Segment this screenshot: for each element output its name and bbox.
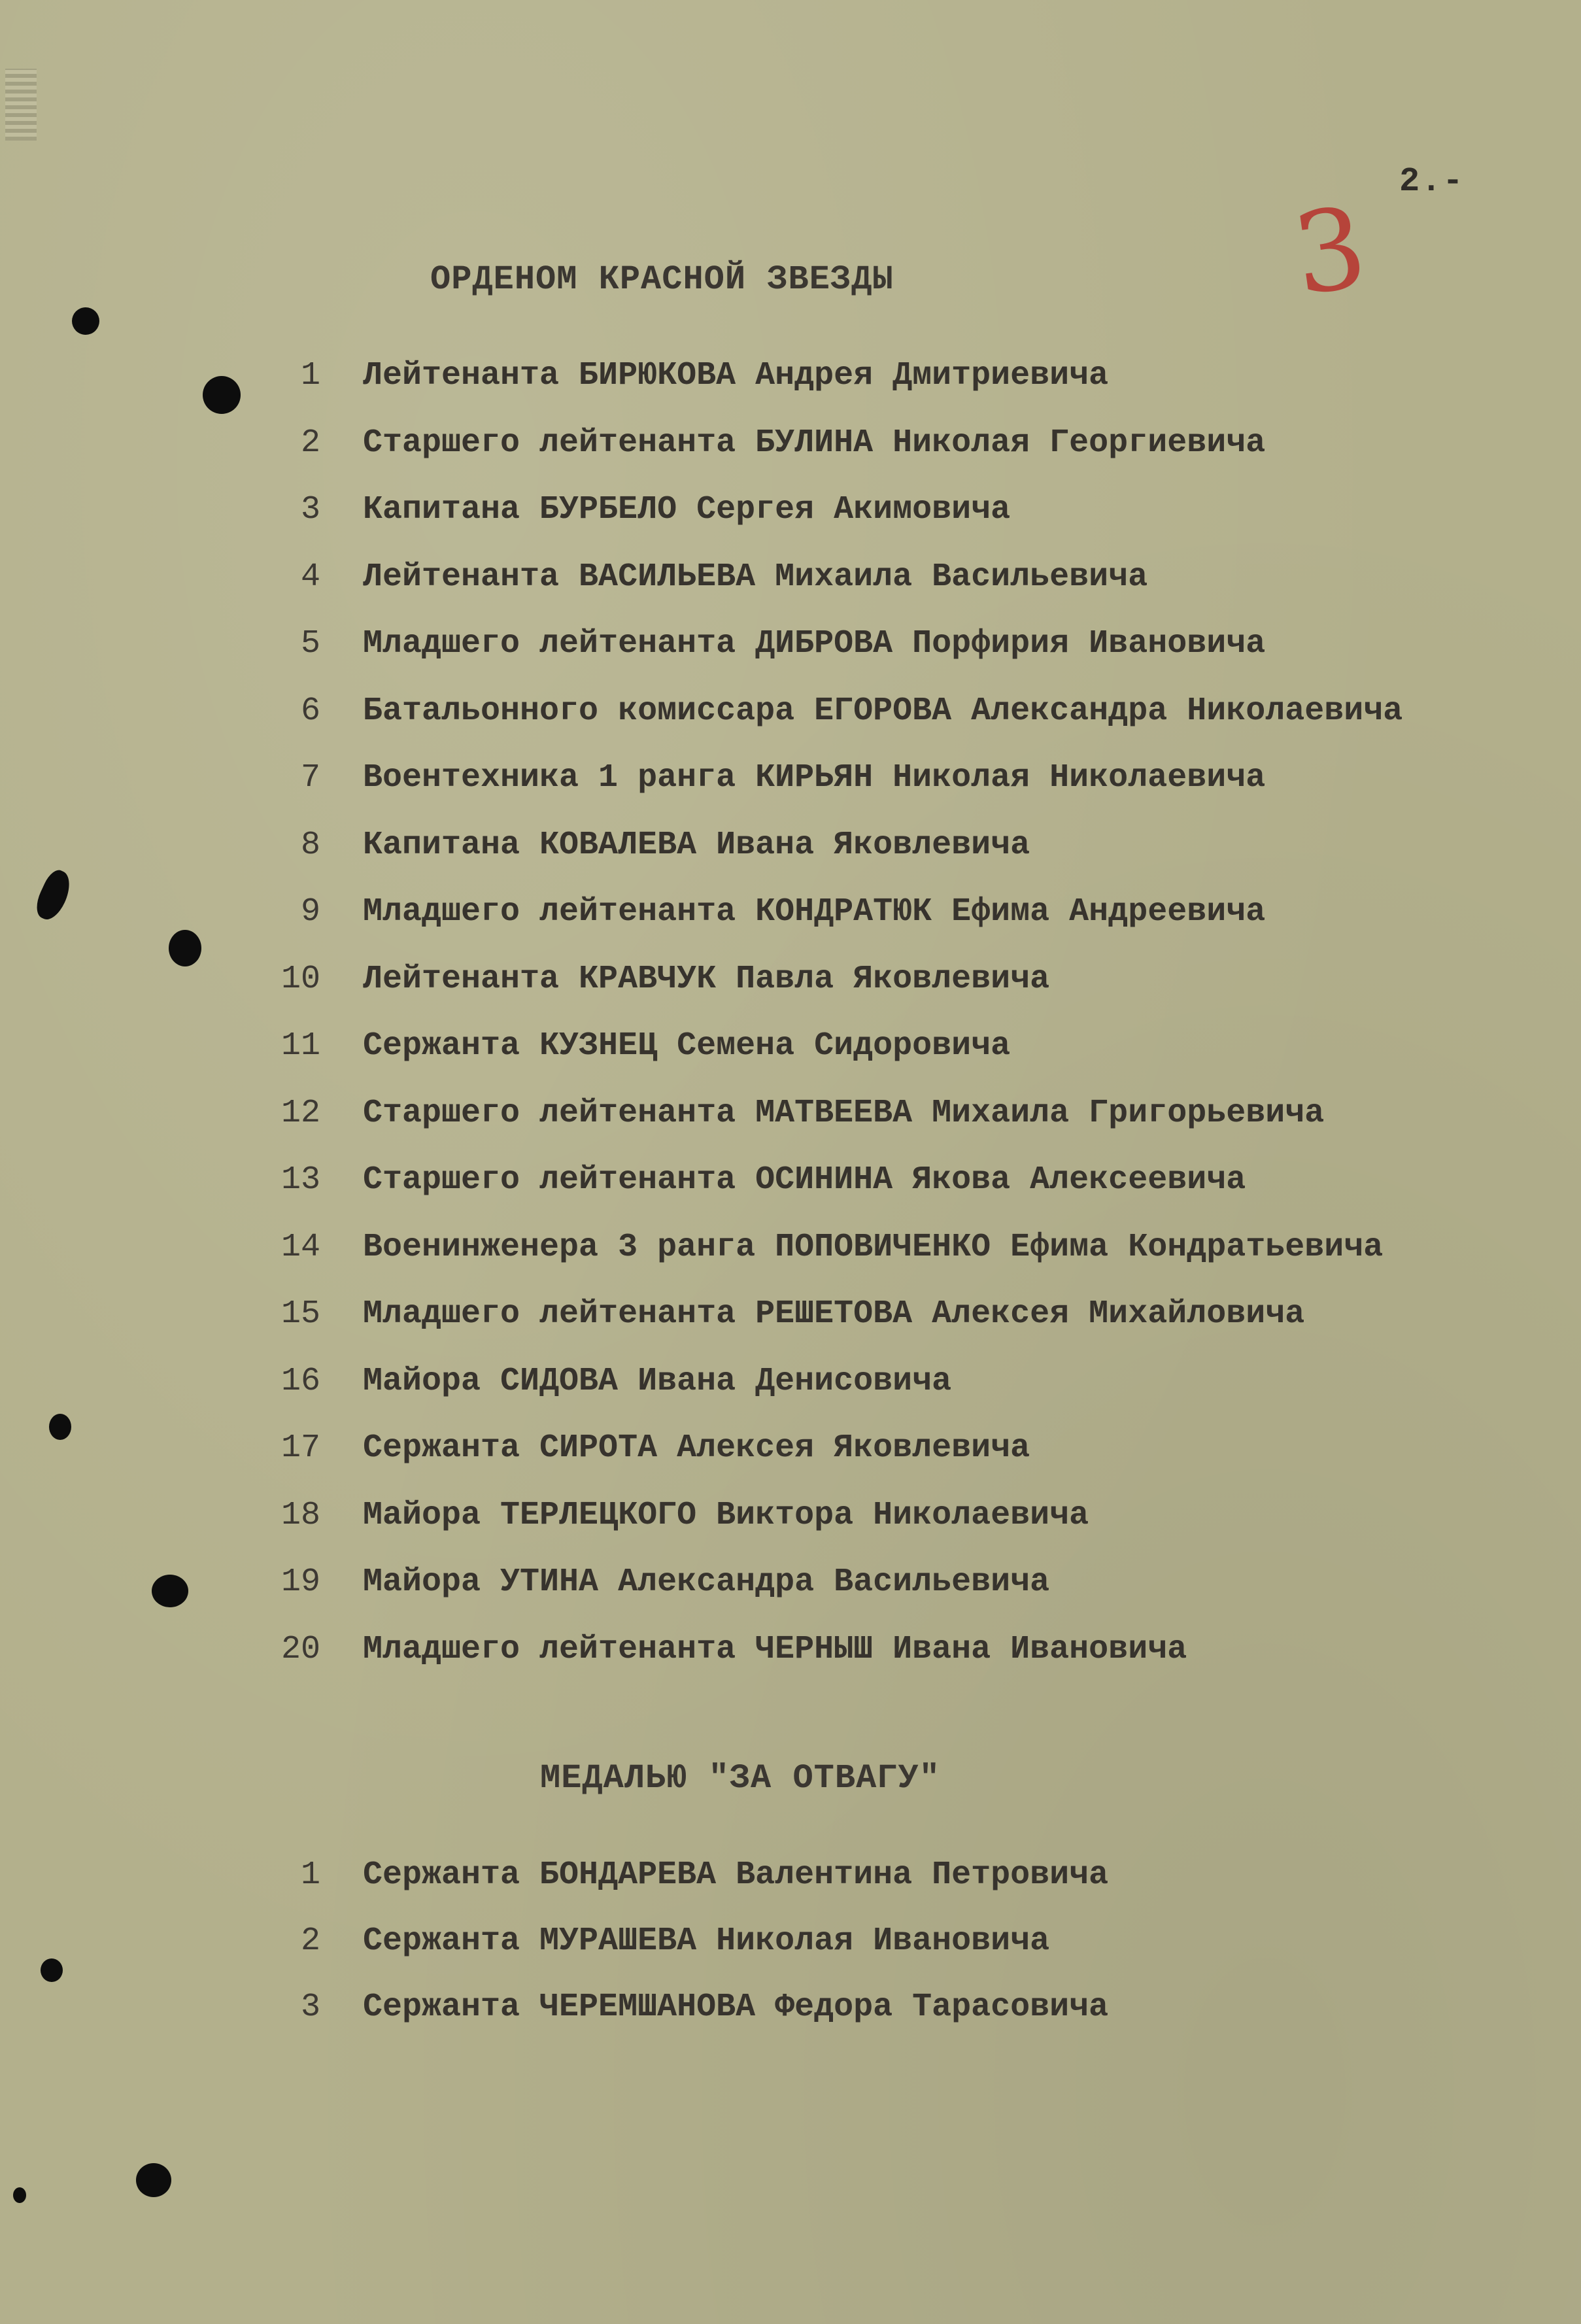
awardee-name: Майора ТЕРЛЕЦКОГО Виктора Николаевича [363,1496,1089,1534]
item-number: 14 [280,1228,320,1266]
punch-hole [13,2187,26,2203]
item-number: 18 [280,1496,320,1534]
punch-hole [72,307,99,335]
item-number: 1 [300,1856,320,1894]
awardee-name: Старшего лейтенанта МАТВЕЕВА Михаила Григорьевича [363,1094,1325,1132]
item-number: 10 [280,960,320,998]
punch-hole [169,930,201,966]
awardee-name: Младшего лейтенанта ЧЕРНЫШ Ивана Ивановича [363,1630,1187,1668]
item-number: 9 [300,893,320,931]
item-number: 11 [280,1027,320,1065]
awardee-name: Старшего лейтенанта БУЛИНА Николая Георгиевича [363,424,1266,462]
item-number: 19 [280,1564,320,1601]
punch-hole [41,1958,63,1982]
awardee-name: Лейтенанта КРАВЧУК Павла Яковлевича [363,960,1050,998]
awardee-name: Военинженера 3 ранга ПОПОВИЧЕНКО Ефима Кондратьевича [363,1228,1384,1266]
item-number: 16 [280,1362,320,1400]
awardee-name: Сержанта БОНДАРЕВА Валентина Петровича [363,1856,1109,1894]
item-number: 17 [280,1429,320,1467]
awardee-name: Лейтенанта ВАСИЛЬЕВА Михаила Васильевича [363,558,1148,596]
torn-edge-texture [5,69,37,141]
punch-hole [152,1575,188,1607]
awardee-name: Младшего лейтенанта ДИБРОВА Порфирия Ивановича [363,625,1266,662]
item-number: 7 [300,759,320,796]
item-number: 3 [300,491,320,528]
page-number: 2.- [1399,162,1465,201]
awardee-name: Младшего лейтенанта РЕШЕТОВА Алексея Михайловича [363,1295,1305,1333]
item-number: 3 [300,1989,320,2026]
awardee-name: Майора СИДОВА Ивана Денисовича [363,1362,952,1400]
item-number: 2 [300,1922,320,1960]
item-number: 12 [280,1094,320,1132]
section-title-red-star-order: ОРДЕНОМ КРАСНОЙ ЗВЕЗДЫ [430,260,894,299]
item-number: 6 [300,692,320,730]
punch-hole [136,2163,171,2197]
item-number: 13 [280,1161,320,1199]
awardee-name: Сержанта СИРОТА Алексея Яковлевича [363,1429,1030,1467]
awardee-name: Сержанта МУРАШЕВА Николая Ивановича [363,1922,1050,1960]
awardee-name: Старшего лейтенанта ОСИНИНА Якова Алексеевича [363,1161,1246,1199]
awardee-name: Капитана БУРБЕЛО Сергея Акимовича [363,491,1011,528]
item-number: 5 [300,625,320,662]
awardee-name: Сержанта КУЗНЕЦ Семена Сидоровича [363,1027,1011,1065]
awardee-name: Батальонного комиссара ЕГОРОВА Александра Николаевича [363,692,1403,730]
punch-hole [203,376,241,414]
punch-hole [31,866,76,924]
punch-hole [49,1414,71,1440]
item-number: 8 [300,826,320,864]
awardee-name: Младшего лейтенанта КОНДРАТЮК Ефима Андреевича [363,893,1266,931]
awardee-name: Сержанта ЧЕРЕМШАНОВА Федора Тарасовича [363,1989,1109,2026]
item-number: 4 [300,558,320,596]
handwritten-sheet-mark: 3 [1285,182,1374,321]
awardee-name: Майора УТИНА Александра Васильевича [363,1564,1050,1601]
item-number: 1 [300,357,320,394]
item-number: 15 [280,1295,320,1333]
awardee-name: Капитана КОВАЛЕВА Ивана Яковлевича [363,826,1030,864]
awardee-name: Воентехника 1 ранга КИРЬЯН Николая Николаевича [363,759,1266,796]
section-title-bravery-medal: МЕДАЛЬЮ "ЗА ОТВАГУ" [540,1759,940,1798]
item-number: 2 [300,424,320,462]
awardee-name: Лейтенанта БИРЮКОВА Андрея Дмитриевича [363,357,1109,394]
item-number: 20 [280,1630,320,1668]
